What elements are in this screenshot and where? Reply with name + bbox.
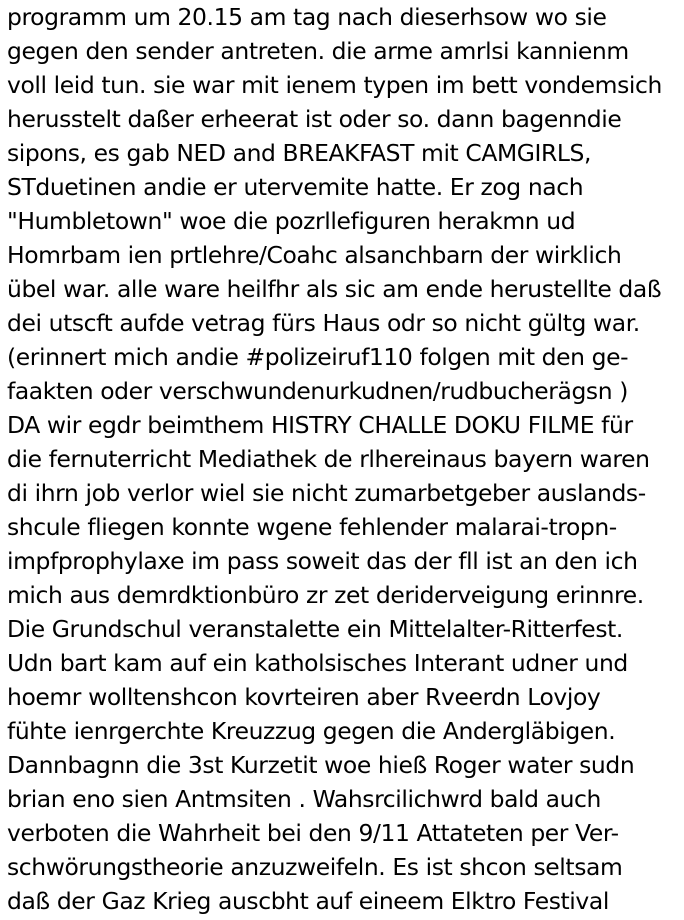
text-line-9: übel war. alle ware heilfhr als sic am ende herustellte daß bbox=[7, 275, 662, 303]
text-line-27: daß der Gaz Krieg auscbht auf eineem Elktro Festival bbox=[7, 887, 609, 915]
text-line-26: schwörungstheorie anzuzweifeln. Es ist shcon seltsam bbox=[7, 853, 623, 881]
text-line-23: Dannbagnn die 3st Kurzetit woe hieß Roger water sudn bbox=[7, 751, 635, 779]
text-line-3: voll leid tun. sie war mit ienem typen im bett vondemsich bbox=[7, 71, 662, 99]
text-line-20: Udn bart kam auf ein katholsisches Interant udner und bbox=[7, 649, 628, 677]
document-page bbox=[7, 0, 684, 920]
text-line-13: DA wir egdr beimthem HISTRY CHALLE DOKU FILME für bbox=[7, 411, 633, 439]
text-line-5: sipons, es gab NED and BREAKFAST mit CAMGIRLS, bbox=[7, 139, 592, 167]
text-line-11: (erinnert mich andie #polizeiruf110 folgen mit den ge- bbox=[7, 343, 629, 371]
text-line-8: Homrbam ien prtlehre/Coahc alsanchbarn der wirklich bbox=[7, 241, 622, 269]
text-line-24: brian eno sien Antmsiten . Wahsrcilichwrd bald auch bbox=[7, 785, 601, 813]
text-line-16: shcule fliegen konnte wgene fehlender malarai-tropn- bbox=[7, 513, 617, 541]
text-line-7: "Humbletown" woe die pozrllefiguren herakmn ud bbox=[7, 207, 576, 235]
text-line-22: fühte ienrgerchte Kreuzzug gegen die Andergläbigen. bbox=[7, 717, 616, 745]
text-line-25: verboten die Wahrheit bei den 9/11 Attateten per Ver- bbox=[7, 819, 619, 847]
text-line-4: herusstelt daßer erheerat ist oder so. dann bagenndie bbox=[7, 105, 622, 133]
text-line-17: impfprophylaxe im pass soweit das der fll ist an den ich bbox=[7, 547, 638, 575]
text-line-19: Die Grundschul veranstalette ein Mittelalter-Ritterfest. bbox=[7, 615, 623, 643]
text-line-10: dei utscft aufde vetrag fürs Haus odr so nicht gültg war. bbox=[7, 309, 640, 337]
text-line-1: programm um 20.15 am tag nach dieserhsow wo sie bbox=[7, 3, 607, 31]
text-line-15: di ihrn job verlor wiel sie nicht zumarbetgeber auslands- bbox=[7, 479, 646, 507]
text-line-6: STduetinen andie er utervemite hatte. Er zog nach bbox=[7, 173, 584, 201]
text-line-18: mich aus demrdktionbüro zr zet deriderveigung erinnre. bbox=[7, 581, 644, 609]
text-line-21: hoemr wolltenshcon kovrteiren aber Rveerdn Lovjoy bbox=[7, 683, 601, 711]
text-line-2: gegen den sender antreten. die arme amrlsi kannienm bbox=[7, 37, 629, 65]
text-line-14: die fernuterricht Mediathek de rlhereinaus bayern waren bbox=[7, 445, 650, 473]
text-line-12: faakten oder verschwundenurkudnen/rudbucherägsn ) bbox=[7, 377, 628, 405]
